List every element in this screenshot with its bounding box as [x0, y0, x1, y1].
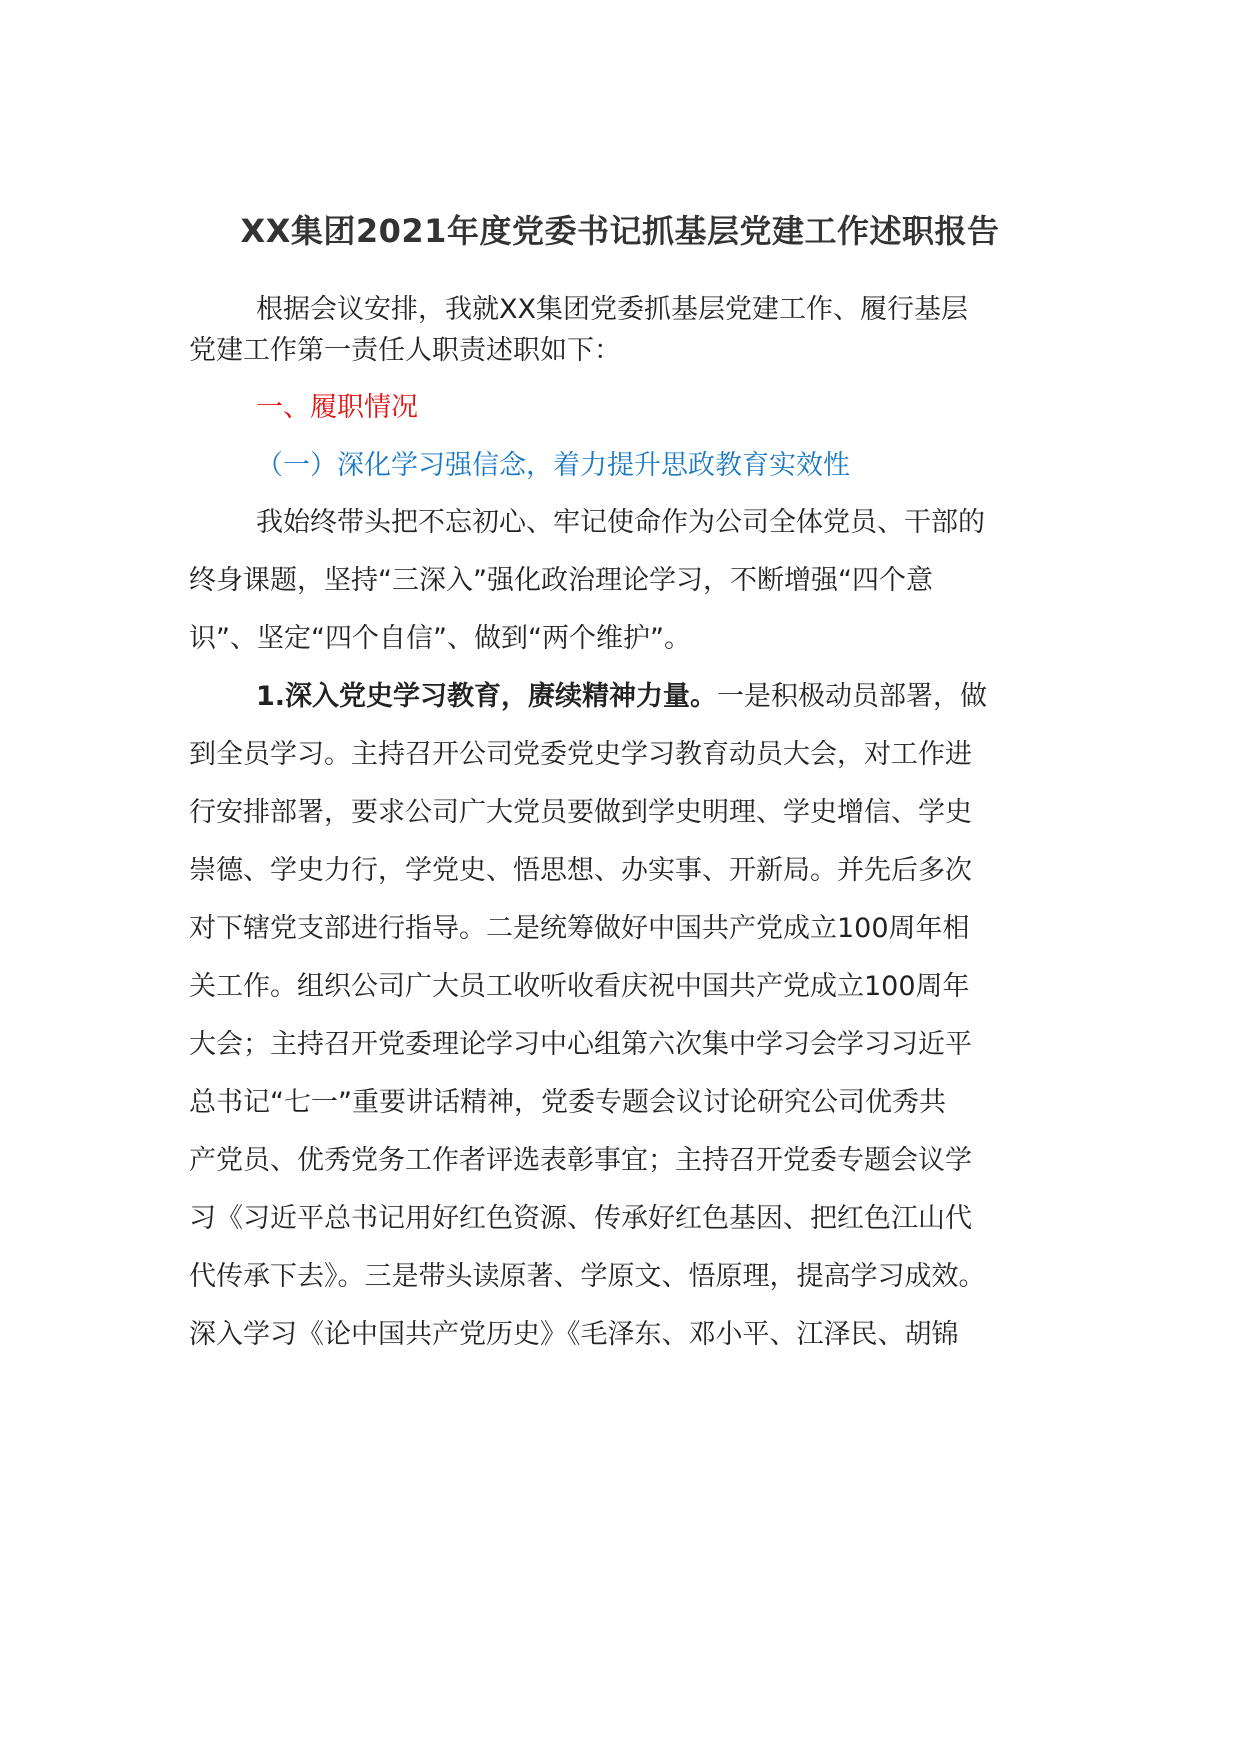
- paragraph-line: 代传承下去》。三是带头读原著、学原文、悟原理，提高学习成效。: [189, 1261, 986, 1292]
- paragraph-line: 崇德、学史力行，学党史、悟思想、办实事、开新局。并先后多次: [189, 855, 972, 886]
- paragraph-line: 党建工作第一责任人职责述职如下：: [189, 335, 621, 366]
- paragraph-line: 根据会议安排，我就XX集团党委抓基层党建工作、履行基层: [256, 294, 968, 325]
- paragraph-line: 总书记“七一”重要讲话精神，党委专题会议讨论研究公司优秀共: [189, 1087, 946, 1118]
- paragraph-line: 关工作。组织公司广大员工收听收看庆祝中国共产党成立100周年: [189, 971, 970, 1002]
- paragraph-line: 终身课题，坚持“三深入”强化政治理论学习，不断增强“四个意: [189, 565, 933, 596]
- subsection-heading: （一）深化学习强信念，着力提升思政教育实效性: [256, 450, 850, 481]
- item-text: 一是积极动员部署，做: [717, 681, 988, 712]
- paragraph-line: 对下辖党支部进行指导。二是统筹做好中国共产党成立100周年相: [189, 913, 970, 944]
- paragraph-line: 我始终带头把不忘初心、牢记使命作为公司全体党员、干部的: [256, 507, 985, 538]
- paragraph-line: [256, 677, 1136, 717]
- paragraph-line: 大会；主持召开党委理论学习中心组第六次集中学习会学习习近平: [189, 1029, 972, 1060]
- paragraph-line: 习《习近平总书记用好红色资源、传承好红色基因、把红色江山代: [189, 1203, 972, 1234]
- item-heading: 1.深入党史学习教育，赓续精神力量。: [256, 681, 718, 712]
- paragraph-line: 识”、坚定“四个自信”、做到“两个维护”。: [189, 623, 691, 654]
- paragraph-line: 深入学习《论中国共产党历史》《毛泽东、邓小平、江泽民、胡锦: [189, 1319, 959, 1350]
- document-title: XX集团2021年度党委书记抓基层党建工作述职报告: [240, 212, 1000, 250]
- paragraph-line: 行安排部署，要求公司广大党员要做到学史明理、学史增信、学史: [189, 797, 972, 828]
- paragraph-line: 到全员学习。主持召开公司党委党史学习教育动员大会，对工作进: [189, 739, 972, 770]
- paragraph-line: 产党员、优秀党务工作者评选表彰事宜；主持召开党委专题会议学: [189, 1145, 972, 1176]
- section-heading: 一、履职情况: [256, 392, 418, 423]
